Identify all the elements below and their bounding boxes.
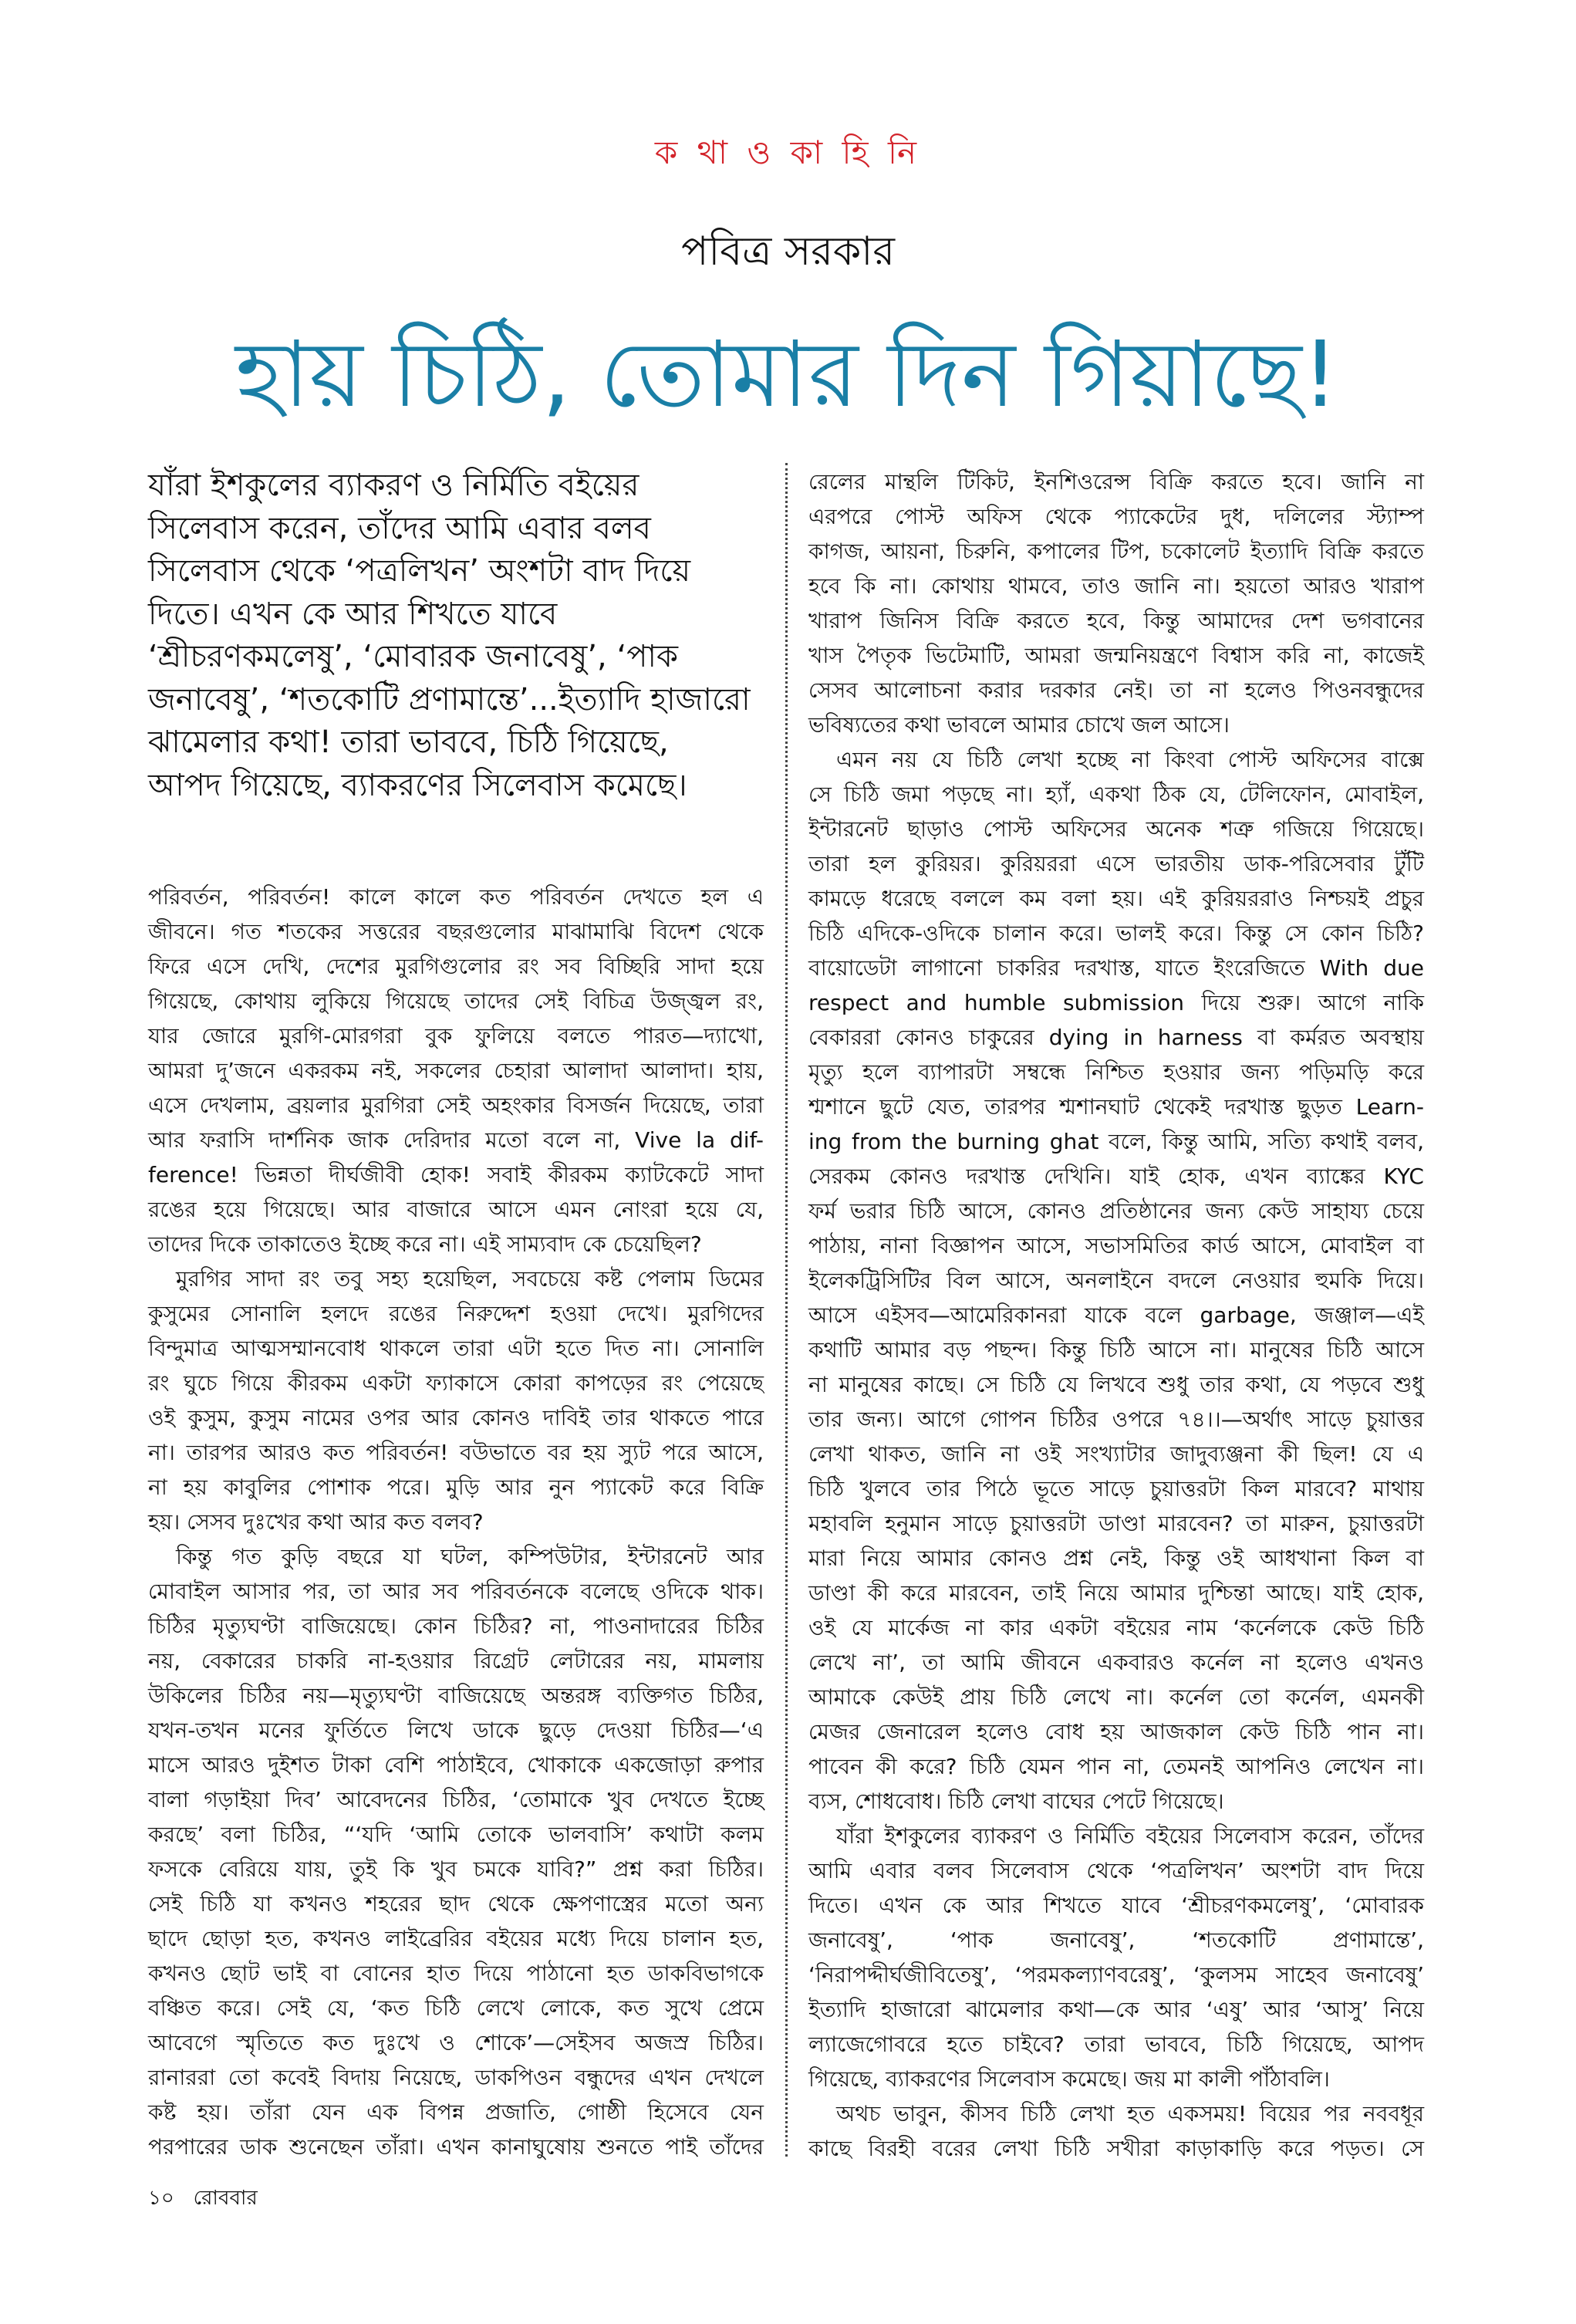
text-line: এসে দেখলাম, ব্রয়লার মুরগিরা সেই অহংকার বিসর্জন দিয়েছে, তারা	[148, 1093, 764, 1118]
text-line: আমরা দু’জনে একরকম নই, সকলের চেহারা আলাদা আলাদা। হায়,	[148, 1058, 764, 1083]
text-line: ছাদে ছোড়া হত, কখনও লাইব্রেরির বইয়ের মধ্যে দিয়ে চালান হত,	[148, 1926, 764, 1951]
text-line: ইত্যাদি হাজারো ঝামেলার কথা—কে আর ‘এষু’ আর ‘আসু’ নিয়ে	[808, 1997, 1424, 2022]
paragraph	[808, 742, 1424, 1819]
text-line: শ্মশানে ছুটে যেত, তারপর শ্মশানঘাট থেকেই দরখাস্ত ছুড়ত Learn-	[808, 1094, 1424, 1120]
text-line: পাঠায়, নানা বিজ্ঞাপন আসে, সভাসমিতির কার্ড আসে, মোবাইল বা	[808, 1233, 1424, 1258]
text-line: ইলেকট্রিসিটির বিল আসে, অনলাইনে বদলে নেওয়ার হুমকি দিয়ে।	[808, 1268, 1424, 1293]
text-line: খাস পৈতৃক ভিটেমাটি, আমরা জন্মনিয়ন্ত্রণে বিশ্বাস করি না, কাজেই	[808, 643, 1424, 668]
intro-line: দিতে। এখন কে আর শিখতে যাবে	[148, 596, 558, 632]
text-line: এরপরে পোস্ট অফিস থেকে প্যাকেটের দুধ, দলিলের স্ট্যাম্প	[808, 504, 1424, 529]
page-number: ১০	[148, 2187, 174, 2210]
paragraph	[808, 464, 1424, 742]
paragraph	[148, 880, 764, 1262]
text-line: রঙের হয়ে গিয়েছে। আর বাজারে আসে এমন নোংরা হয়ে যে,	[148, 1197, 764, 1222]
text-line: সে চিঠি জমা পড়ছে না। হ্যাঁ, একথা ঠিক যে, টেলিফোন, মোবাইল,	[808, 782, 1424, 807]
text-line: যার জোরে মুরগি-মোরগরা বুক ফুলিয়ে বলতে পারত—দ্যাখো,	[148, 1023, 764, 1049]
text-line: উকিলের চিঠির নয়—মৃত্যুঘণ্টা বাজিয়েছে অন্তরঙ্গ ব্যক্তিগত চিঠির,	[148, 1683, 764, 1708]
text-line: কষ্ট হয়। তাঁরা যেন এক বিপন্ন প্রজাতি, গোষ্ঠী হিসেবে যেন	[148, 2099, 764, 2125]
text-line: মারা নিয়ে আমার কোনও প্রশ্ন নেই, কিন্তু ওই আধখানা কিল বা	[808, 1545, 1424, 1571]
text-line: চিঠির মৃত্যুঘণ্টা বাজিয়েছে। কোন চিঠির? না, পাওনাদারের চিঠির	[148, 1613, 764, 1639]
paragraph	[148, 1539, 764, 2164]
text-line: জীবনে। গত শতকের সত্তরের বছরগুলোর মাঝামাঝি বিদেশ থেকে	[148, 919, 764, 944]
text-line: respect and humble submission দিয়ে শুরু। আগে নাকি	[808, 990, 1424, 1015]
text-line: ওই যে মার্কেজ না কার একটা বইয়ের নাম ‘কর্নেলকে কেউ চিঠি	[808, 1615, 1424, 1640]
intro-blurb	[148, 464, 765, 807]
text-line: পরপারের ডাক শুনেছেন তাঁরা। এখন কানাঘুষোয় শুনতে পাই তাঁদের	[148, 2134, 764, 2160]
text-line: রেলের মান্থলি টিকিট, ইনশিওরেন্স বিক্রি করতে হবে। জানি না	[808, 469, 1424, 495]
text-line: খারাপ জিনিস বিক্রি করতে হবে, কিন্তু আমাদের দেশ ভগবানের	[808, 608, 1424, 633]
text-line: রং ঘুচে গিয়ে কীরকম একটা ফ্যাকাসে কোরা কাপড়ের রং পেয়েছে	[148, 1370, 764, 1396]
text-line: ভবিষ্যতের কথা ভাবলে আমার চোখে জল আসে।	[808, 712, 1230, 738]
text-line: ference! ভিন্নতা দীর্ঘজীবী হোক! সবাই কীরকম ক্যাটকেটে সাদা	[148, 1162, 764, 1187]
article-column-right	[808, 464, 1424, 2166]
text-line: ফর্ম ভরার চিঠি আসে, কোনও প্রতিষ্ঠানের জন্য কেউ সাহায্য চেয়ে	[808, 1198, 1424, 1224]
paragraph	[808, 1819, 1424, 2096]
column-divider	[785, 463, 788, 2157]
text-line: গিয়েছে, কোথায় লুকিয়ে গিয়েছে তাদের সেই বিচিত্র উজ্জ্বল রং,	[148, 988, 764, 1014]
text-line: কাছে বিরহী বরের লেখা চিঠি সখীরা কাড়াকাড়ি করে পড়ত। সে	[808, 2136, 1424, 2161]
text-line: চিঠি খুলবে তার পিঠে ভূতে সাড়ে চুয়াত্তরটা কিল মারবে? মাথায়	[808, 1476, 1424, 1501]
section-label: ক থা ও কা হি নি	[654, 133, 922, 171]
text-line: আর ফরাসি দার্শনিক জাক দেরিদার মতো বলে না, Vive la dif-	[148, 1127, 764, 1153]
text-line: না মানুষের কাছে। সে চিঠি যে লিখবে শুধু তার কথা, যে পড়বে শুধু	[808, 1372, 1424, 1397]
text-line: কামড়ে ধরেছে বললে কম বলা হয়। এই কুরিয়ররাও নিশ্চয়ই প্রচুর	[808, 886, 1424, 911]
text-line: ফসকে বেরিয়ে যায়, তুই কি খুব চমকে যাবি?” প্রশ্ন করা চিঠির।	[148, 1856, 764, 1882]
text-line: কিন্তু গত কুড়ি বছরে যা ঘটল, কম্পিউটার, ইন্টারনেট আর	[176, 1544, 764, 1569]
text-line: ওই কুসুম, কুসুম নামের ওপর আর কোনও দাবিই তার থাকতে পারে	[148, 1405, 764, 1431]
text-line: মহাবলি হনুমান সাড়ে চুয়াত্তরটা ডাণ্ডা মারবেন? তা মারুন, চুয়াত্তরটা	[808, 1511, 1424, 1536]
text-line: কখনও ছোট ভাই বা বোনের হাত দিয়ে পাঠানো হত ডাকবিভাগকে	[148, 1961, 764, 1986]
text-line: কুসুমের সোনালি হলদে রঙের নিরুদ্দেশ হওয়া দেখে। মুরগিদের	[148, 1301, 764, 1326]
text-line: ইন্টারনেট ছাড়াও পোস্ট অফিসের অনেক শত্রু গজিয়ে গিয়েছে।	[808, 816, 1424, 842]
text-line: সেসব আলোচনা করার দরকার নেই। তা না হলেও পিওনবন্ধুদের	[808, 677, 1424, 703]
text-line: পাবেন কী করে? চিঠি যেমন পান না, তেমনই আপনিও লেখেন না।	[808, 1754, 1424, 1779]
text-line: ডাণ্ডা কী করে মারবেন, তাই নিয়ে আমার দুশ্চিন্তা আছে। যাই হোক,	[808, 1580, 1424, 1606]
text-line: মোবাইল আসার পর, তা আর সব পরিবর্তনকে বলেছে ওদিকে থাক।	[148, 1579, 764, 1604]
text-line: আবেগে স্মৃতিতে কত দুঃখে ও শোকে’—সেইসব অজস্র চিঠির।	[148, 2030, 764, 2055]
text-line: বেকাররা কোনও চাকুরের dying in harness বা কর্মরত অবস্থায়	[808, 1025, 1424, 1050]
text-line: গিয়েছে, ব্যাকরণের সিলেবাস কমেছে। জয় মা কালী পাঁঠাবলি।	[808, 2066, 1330, 2092]
paragraph	[808, 2096, 1424, 2166]
text-line: আসে এইসব—আমেরিকানরা যাকে বলে garbage, জঞ্জাল—এই	[808, 1302, 1424, 1328]
text-line: আমি এবার বলব সিলেবাস থেকে ‘পত্রলিখন’ অংশটা বাদ দিয়ে	[808, 1858, 1424, 1883]
intro-line: সিলেবাস থেকে ‘পত্রলিখন’ অংশটা বাদ দিয়ে	[148, 553, 691, 589]
intro-line: আপদ গিয়েছে, ব্যাকরণের সিলেবাস কমেছে।	[148, 767, 687, 803]
text-line: বালা গড়াইয়া দিব’ আবেদনের চিঠির, ‘তোমাকে খুব দেখতে ইচ্ছে	[148, 1787, 764, 1812]
text-line: অথচ ভাবুন, কীসব চিঠি লেখা হত একসময়! বিয়ের পর নববধূর	[836, 2101, 1424, 2126]
text-line: ল্যাজেগোবরে হতে চাইবে? তারা ভাববে, চিঠি গিয়েছে, আপদ	[808, 2032, 1424, 2057]
text-line: মুরগির সাদা রং তবু সহ্য হয়েছিল, সবচেয়ে কষ্ট পেলাম ডিমের	[176, 1266, 764, 1292]
text-line: আমাকে কেউই প্রায় চিঠি লেখে না। কর্নেল তো কর্নেল, এমনকী	[808, 1684, 1424, 1710]
text-line: তাদের দিকে তাকাতেও ইচ্ছে করে না। এই সাম্যবাদ কে চেয়েছিল?	[148, 1231, 702, 1257]
text-line: ing from the burning ghat বলে, কিন্তু আমি, সত্যি কথাই বলব,	[808, 1129, 1424, 1154]
text-line: লেখে না’, তা আমি জীবনে একবারও কর্নেল না হলেও এখনও	[808, 1650, 1424, 1675]
text-line: কাগজ, আয়না, চিরুনি, কপালের টিপ, চকোলেট ইত্যাদি বিক্রি করতে	[808, 539, 1424, 564]
text-line: বঞ্চিত করে। সেই যে, ‘কত চিঠি লেখে লোকে, কত সুখে প্রেমে	[148, 1995, 764, 2021]
text-line: দিতে। এখন কে আর শিখতে যাবে ‘শ্রীচরণকমলেষু’, ‘মোবারক	[808, 1893, 1424, 1918]
text-line: হবে কি না। কোথায় থামবে, তাও জানি না। হয়তো আরও খারাপ	[808, 573, 1424, 599]
text-line: নয়, বেকারের চাকরি না-হওয়ার রিগ্রেট লেটারের নয়, মামলায়	[148, 1648, 764, 1674]
text-line: বিন্দুমাত্র আত্মসম্মানবোধ থাকলে তারা এটা হতে দিত না। সোনালি	[148, 1336, 764, 1361]
intro-line: ঝামেলার কথা! তারা ভাববে, চিঠি গিয়েছে,	[148, 725, 669, 760]
text-line: পরিবর্তন, পরিবর্তন! কালে কালে কত পরিবর্তন দেখতে হল এ	[148, 884, 764, 910]
intro-line: সিলেবাস করেন, তাঁদের আমি এবার বলব	[148, 510, 651, 546]
text-line: কথাটি আমার বড় পছন্দ। কিন্তু চিঠি আসে না। মানুষের চিঠি আসে	[808, 1337, 1424, 1363]
paragraph	[148, 1262, 764, 1539]
article-title: হায় চিঠি, তোমার দিন গিয়াছে!	[235, 321, 1339, 427]
text-line: ‘নিরাপদ্দীর্ঘজীবিতেষু’, ‘পরমকল্যাণবরেষু’, ‘কুলসম সাহেব জনাবেষু’	[808, 1962, 1424, 1988]
text-line: হয়। সেসব দুঃখের কথা আর কত বলব?	[148, 1509, 484, 1535]
text-line: মাসে আরও দুইশত টাকা বেশি পাঠাইবে, খোকাকে একজোড়া রুপার	[148, 1752, 764, 1778]
text-line: মৃত্যু হলে ব্যাপারটা সম্বন্ধে নিশ্চিত হওয়ার জন্য পড়িমড়ি করে	[808, 1059, 1424, 1085]
text-line: চিঠি এদিকে-ওদিকে চালান করে। ভালই করে। কিন্তু সে কোন চিঠি?	[808, 920, 1424, 946]
text-line: না হয় কাবুলির পোশাক পরে। মুড়ি আর নুন প্যাকেট করে বিক্রি	[148, 1474, 764, 1500]
text-line: ফিরে এসে দেখি, দেশের মুরগিগুলোর রং সব বিচ্ছিরি সাদা হয়ে	[148, 954, 764, 979]
text-line: রানাররা তো কবেই বিদায় নিয়েছে, ডাকপিওন বন্ধুদের এখন দেখলে	[148, 2065, 764, 2090]
intro-line: ‘শ্রীচরণকমলেষু’, ‘মোবারক জনাবেষু’, ‘পাক	[148, 639, 678, 674]
page-footer	[148, 2182, 258, 2216]
text-line: সেরকম কোনও দরখাস্ত দেখিনি। যাই হোক, এখন ব্যাঙ্কের KYC	[808, 1164, 1424, 1189]
text-line: জনাবেষু’, ‘পাক জনাবেষু’, ‘শতকোটি প্রণামান্তে’,	[808, 1927, 1424, 1953]
text-line: যাঁরা ইশকুলের ব্যাকরণ ও নির্মিতি বইয়ের সিলেবাস করেন, তাঁদের	[836, 1823, 1424, 1849]
text-line: এমন নয় যে চিঠি লেখা হচ্ছে না কিংবা পোস্ট অফিসের বাক্সে	[836, 747, 1424, 772]
text-line: করছে’ বলা চিঠির, “‘যদি ‘আমি তোকে ভালবাসি’ কথাটা কলম	[148, 1822, 764, 1847]
text-line: মেজর জেনারেল হলেও বোধ হয় আজকাল কেউ চিঠি পান না।	[808, 1719, 1424, 1745]
text-line: সেই চিঠি যা কখনও শহরের ছাদ থেকে ক্ষেপণাস্ত্রের মতো অন্য	[148, 1891, 764, 1917]
intro-line: যাঁরা ইশকুলের ব্যাকরণ ও নির্মিতি বইয়ের	[148, 468, 640, 503]
publication-name: রোববার	[193, 2187, 258, 2210]
text-line: যখন-তখন মনের ফুর্তিতে লিখে ডাকে ছুড়ে দেওয়া চিঠির—‘এ	[148, 1718, 764, 1743]
intro-line: জনাবেষু’, ‘শতকোটি প্রণামান্তে’...ইত্যাদি হাজারো	[148, 681, 751, 718]
article-column-left	[148, 880, 764, 2164]
text-line: তার জন্য। আগে গোপন চিঠির ওপরে ৭৪।।—অর্থাৎ সাড়ে চুয়াত্তর	[808, 1407, 1424, 1432]
author-name: পবিত্র সরকার	[681, 228, 895, 275]
text-line: ব্যস, শোধবোধ। চিঠি লেখা বাঘের পেটে গিয়েছে।	[808, 1789, 1224, 1814]
text-line: তারা হল কুরিয়র। কুরিয়ররা এসে ভারতীয় ডাক-পরিসেবার টুঁটি	[808, 851, 1424, 877]
text-line: বায়োডেটা লাগানো চাকরির দরখাস্ত, যাতে ইংরেজিতে With due	[808, 955, 1424, 981]
text-line: লেখা থাকত, জানি না ওই সংখ্যাটার জাদুব্যঞ্জনা কী ছিল! যে এ	[808, 1441, 1424, 1467]
text-line: না। তারপর আরও কত পরিবর্তন! বউভাতে বর হয় স্যুট পরে আসে,	[148, 1440, 764, 1465]
